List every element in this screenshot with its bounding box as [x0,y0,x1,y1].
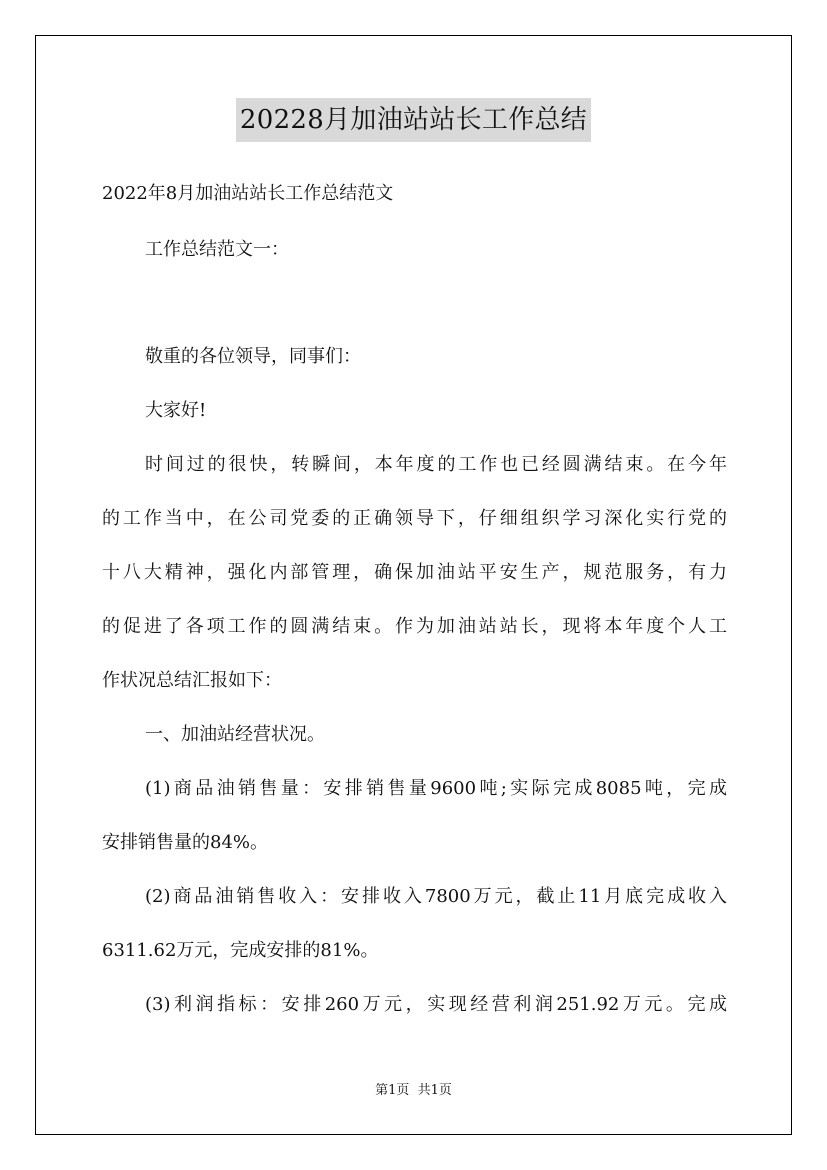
paragraph-line: (3)利润指标：安排260万元，实现经营利润251.92万元。完成 [145,994,727,1015]
subtitle-line: 2022年8月加油站站长工作总结范文 [102,183,394,204]
section-heading-line: 工作总结范文一： [145,239,289,260]
paragraph-line: 6311.62万元，完成安排的81%。 [102,940,379,961]
paragraph-line: 的工作当中，在公司党委的正确领导下，仔细组织学习深化实行党的 [102,508,727,529]
section-title-line: 一、加油站经营状况。 [145,724,325,745]
document-title: 20228月加油站站长工作总结 [236,98,591,142]
paragraph-line: 安排销售量的84%。 [102,832,269,853]
paragraph-line: (2)商品油销售收入：安排收入7800万元，截止11月底完成收入 [145,886,727,907]
paragraph-line: 十八大精神，强化内部管理，确保加油站平安生产，规范服务，有力 [102,562,727,583]
salutation-line: 敬重的各位领导，同事们： [145,346,361,367]
page-footer: 第1页 共1页 [375,1083,452,1098]
paragraph-line: (1)商品油销售量：安排销售量9600吨;实际完成8085吨，完成 [145,778,727,799]
greeting-line: 大家好! [145,400,207,421]
paragraph-line: 的促进了各项工作的圆满结束。作为加油站站长，现将本年度个人工 [102,616,727,637]
paragraph-line: 作状况总结汇报如下： [102,670,282,691]
paragraph-line: 时间过的很快，转瞬间，本年度的工作也已经圆满结束。在今年 [145,454,727,475]
title-container [0,98,827,142]
